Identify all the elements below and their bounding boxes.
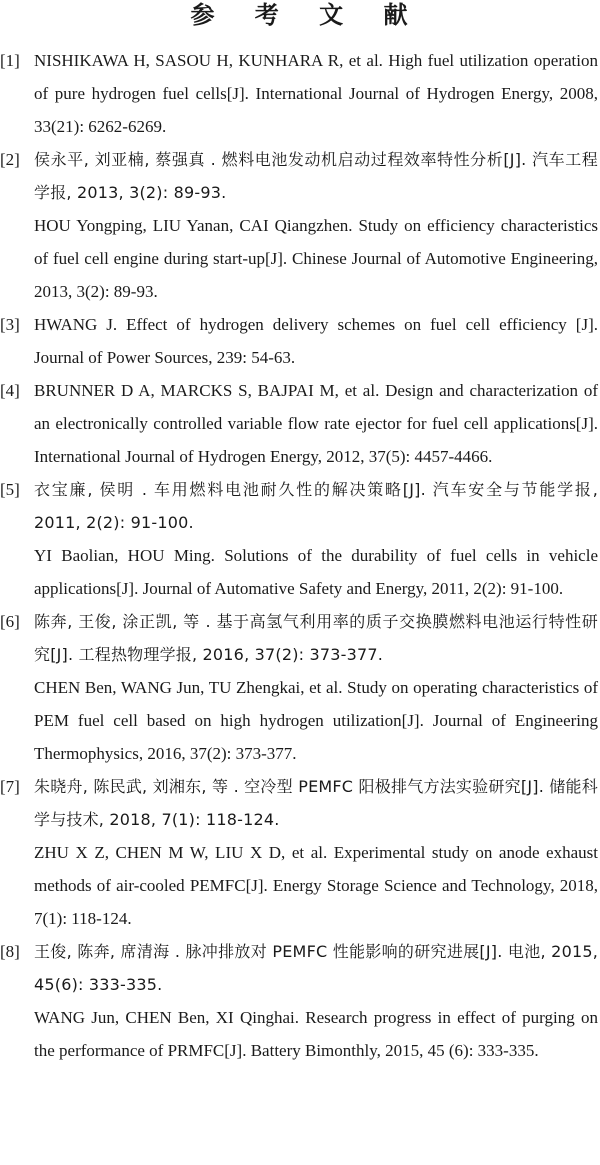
reference-item <box>0 935 598 1067</box>
reference-text-english: BRUNNER D A, MARCKS S, BAJPAI M, et al. Design and characterization of an electronically controlled variable flow rate ejector for fuel cell applications[J]. International Journal of Hydrogen Energy, 2012, 37(5): 4457-4466. <box>34 381 598 466</box>
reference-item <box>0 374 598 473</box>
reference-item <box>0 770 598 935</box>
reference-number: [8] <box>0 942 20 961</box>
reference-body <box>34 605 598 770</box>
reference-number: [4] <box>0 381 20 400</box>
reference-number: [2] <box>0 150 20 169</box>
reference-number: [3] <box>0 315 20 334</box>
reference-body <box>34 374 598 473</box>
reference-number: [7] <box>0 777 20 796</box>
reference-number: [6] <box>0 612 20 631</box>
reference-body <box>34 770 598 935</box>
reference-body <box>34 44 598 143</box>
reference-item <box>0 308 598 374</box>
reference-text-chinese: 王俊, 陈奔, 席清海 . 脉冲排放对 PEMFC 性能影响的研究进展[J]. 电池, 2015, 45(6): 333-335. <box>34 942 598 994</box>
reference-number: [1] <box>0 51 20 70</box>
reference-item <box>0 605 598 770</box>
reference-text-english: YI Baolian, HOU Ming. Solutions of the durability of fuel cells in vehicle applications[J]. Journal of Automative Safety and Energy, 2011, 2(2): 91-100. <box>34 546 598 598</box>
reference-text-english: HOU Yongping, LIU Yanan, CAI Qiangzhen. Study on efficiency characteristics of fuel cell engine during start-up[J]. Chinese Journal of Automotive Engineering, 2013, 3(2): 89-93. <box>34 216 598 301</box>
references-heading: 参 考 文 献 <box>190 1 424 29</box>
reference-text-chinese: 衣宝廉, 侯明 . 车用燃料电池耐久性的解决策略[J]. 汽车安全与节能学报, 2011, 2(2): 91-100. <box>34 480 598 532</box>
reference-body <box>34 935 598 1067</box>
reference-item <box>0 143 598 308</box>
reference-text-english: HWANG J. Effect of hydrogen delivery schemes on fuel cell efficiency [J]. Journal of Power Sources, 239: 54-63. <box>34 315 598 367</box>
reference-item <box>0 473 598 605</box>
reference-body <box>34 308 598 374</box>
reference-text-chinese: 侯永平, 刘亚楠, 蔡强真 . 燃料电池发动机启动过程效率特性分析[J]. 汽车工程学报, 2013, 3(2): 89-93. <box>34 150 598 202</box>
reference-text-english: CHEN Ben, WANG Jun, TU Zhengkai, et al. Study on operating characteristics of PEM fuel cell based on high hydrogen utilization[J]. Journal of Engineering Thermophysics, 2016, 37(2): 373-377. <box>34 678 598 763</box>
reference-number: [5] <box>0 480 20 499</box>
reference-body <box>34 473 598 605</box>
reference-text-chinese: 朱晓舟, 陈民武, 刘湘东, 等 . 空冷型 PEMFC 阳极排气方法实验研究[J]. 储能科学与技术, 2018, 7(1): 118-124. <box>34 777 598 829</box>
reference-text-english: NISHIKAWA H, SASOU H, KUNHARA R, et al. High fuel utilization operation of pure hydrogen fuel cells[J]. International Journal of Hydrogen Energy, 2008, 33(21): 6262-6269. <box>34 51 598 136</box>
reference-text-english: ZHU X Z, CHEN M W, LIU X D, et al. Experimental study on anode exhaust methods of air-cooled PEMFC[J]. Energy Storage Science and Technology, 2018, 7(1): 118-124. <box>34 843 598 928</box>
reference-text-english: WANG Jun, CHEN Ben, XI Qinghai. Research progress in effect of purging on the performance of PRMFC[J]. Battery Bimonthly, 2015, 45 (6): 333-335. <box>34 1008 598 1060</box>
reference-body <box>34 143 598 308</box>
reference-item <box>0 44 598 143</box>
reference-list <box>0 44 598 1067</box>
reference-text-chinese: 陈奔, 王俊, 涂正凯, 等 . 基于高氢气利用率的质子交换膜燃料电池运行特性研究[J]. 工程热物理学报, 2016, 37(2): 373-377. <box>34 612 598 664</box>
